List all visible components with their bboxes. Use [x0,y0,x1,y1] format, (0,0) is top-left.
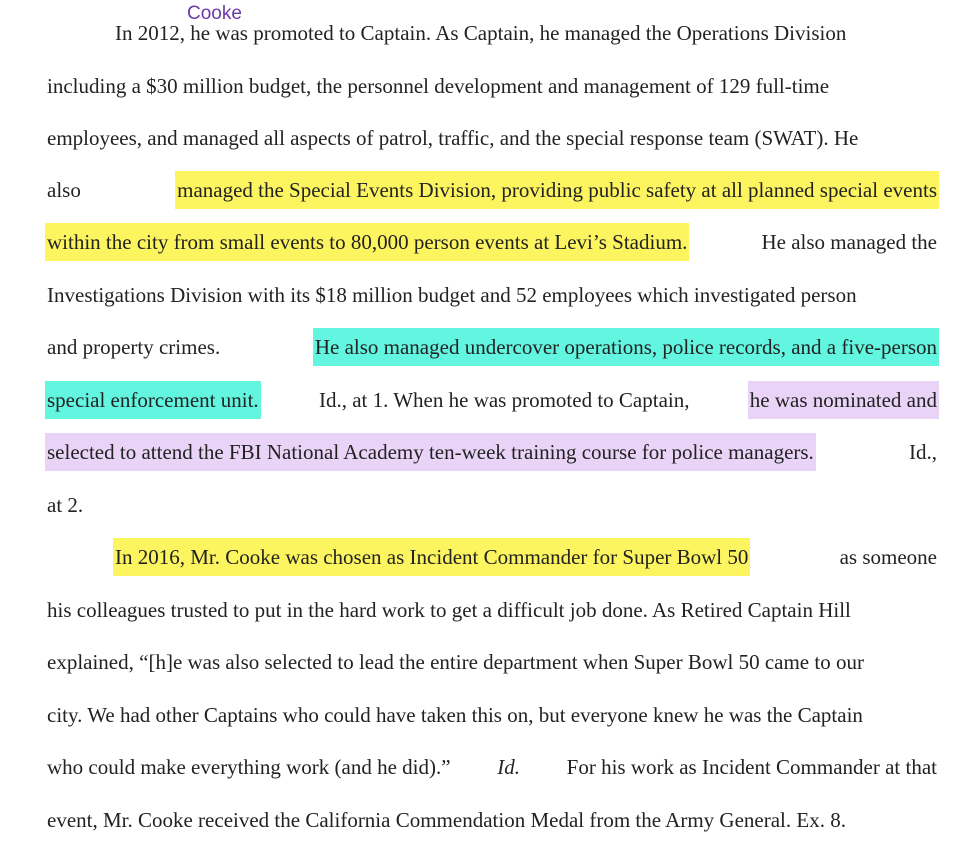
paragraph-2-line-2 [47,595,937,625]
citation-id: Id. [497,755,520,779]
paragraph-1-line-4 [47,175,937,205]
highlight-yellow: within the city from small events to 80,000 person events at Levi’s Stadium. [45,223,689,261]
text-segment: at 2. [47,493,84,517]
text-segment: For his work as Incident Commander at that [566,755,937,779]
paragraph-1-line-2 [47,71,937,101]
text-segment: He also managed the [761,230,937,254]
highlight-purple: selected to attend the FBI National Academy ten-week training course for police managers. [45,433,816,471]
paragraph-2-line-3 [47,647,937,677]
text-segment: Id., at 1. When he was promoted to Captain, [318,388,690,412]
paragraph-1-line-8 [47,385,937,415]
text-segment: also [47,178,81,202]
highlight-teal: special enforcement unit. [45,381,261,419]
paragraph-2-line-6 [47,805,937,835]
paragraph-1-line-9 [47,437,937,467]
text-segment: as someone [839,545,937,569]
text-segment: city. We had other Captains who could have taken this on, but everyone knew he was the Captain [47,703,863,727]
highlight-yellow: In 2016, Mr. Cooke was chosen as Incident Commander for Super Bowl 50 [113,538,750,576]
paragraph-1-line-3 [47,123,937,153]
paragraph-1-line-1 [115,18,937,48]
text-segment: In 2012, he was promoted to Captain. As Captain, he managed the Operations Division [115,21,847,45]
highlight-teal: He also managed undercover operations, police records, and a five-person [313,328,939,366]
text-segment: employees, and managed all aspects of patrol, traffic, and the special response team (SWAT). He [47,126,859,150]
paragraph-1-line-6 [47,280,937,310]
paragraph-1-line-7 [47,332,937,362]
highlight-purple: he was nominated and [748,381,939,419]
text-segment: Id., [909,440,937,464]
paragraph-1-line-10 [47,490,937,520]
highlight-yellow: managed the Special Events Division, providing public safety at all planned special events [175,171,939,209]
text-segment: Investigations Division with its $18 million budget and 52 employees which investigated person [47,283,857,307]
text-segment: explained, “[h]e was also selected to lead the entire department when Super Bowl 50 came to our [47,650,864,674]
paragraph-2-line-1 [115,542,937,572]
paragraph-1-line-5 [47,227,937,257]
text-segment: event, Mr. Cooke received the California Commendation Medal from the Army General. Ex. 8. [47,808,846,832]
text-segment: who could make everything work (and he did).” [47,755,451,779]
text-segment: including a $30 million budget, the personnel development and management of 129 full-time [47,74,830,98]
text-segment: and property crimes. [47,335,221,359]
text-segment: his colleagues trusted to put in the hard work to get a difficult job done. As Retired Captain Hill [47,598,851,622]
comment-author-label: Cooke [187,3,242,24]
paragraph-2-line-4 [47,700,937,730]
paragraph-2-line-5 [47,752,937,782]
